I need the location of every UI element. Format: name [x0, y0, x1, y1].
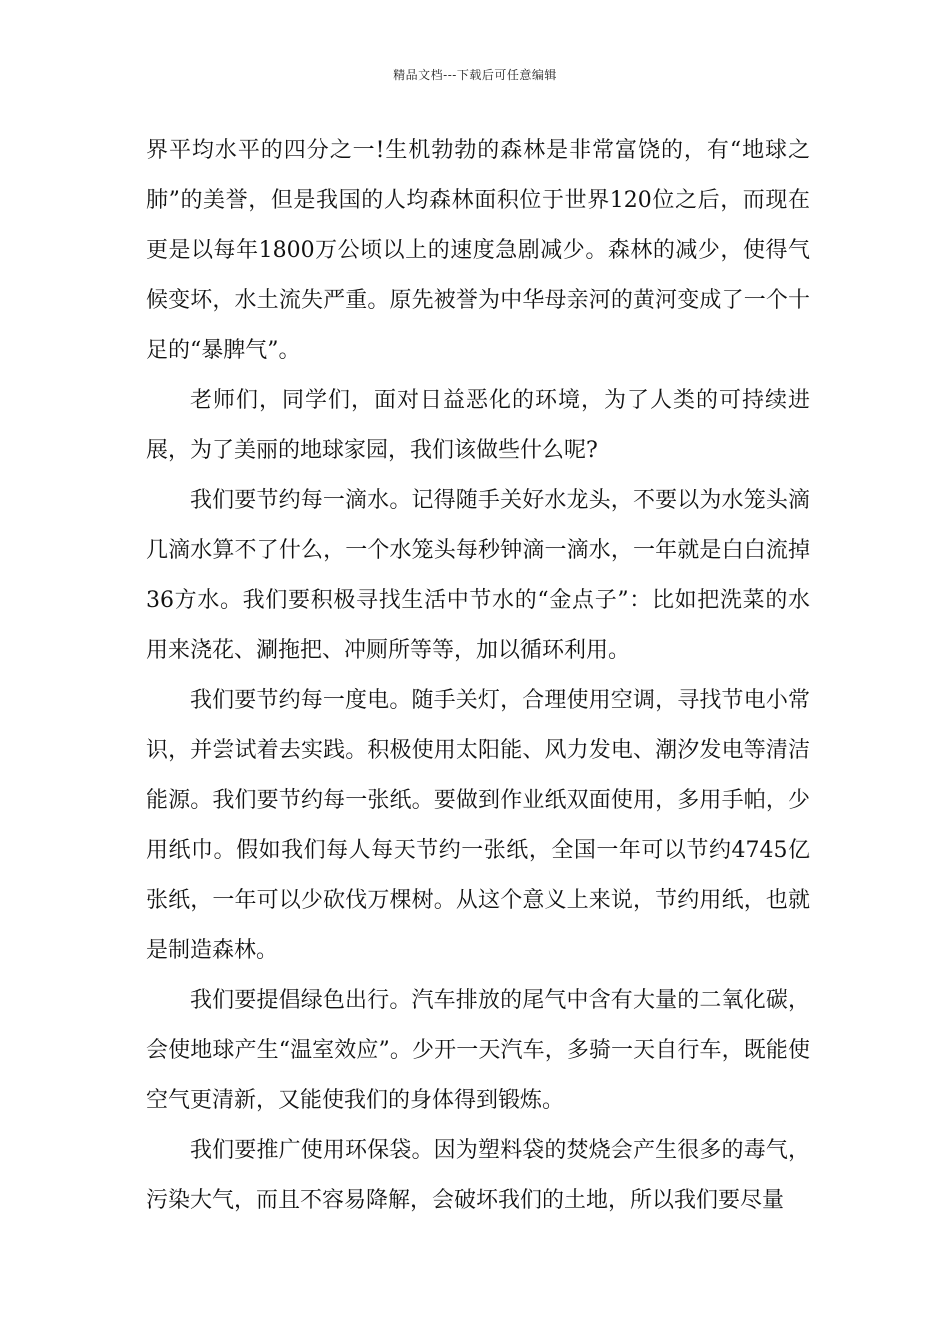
paragraph-3: 我们要节约每一滴水。记得随手关好水龙头，不要以为水笼头滴几滴水算不了什么，一个水笼头每秒钟滴一滴水，一年就是白白流掉36方水。我们要积极寻找生活中节水的“金点子”：比如把洗菜的水用来浇花、涮拖把、冲厕所等等，加以循环利用。 [146, 488, 810, 663]
page-header: 精品文档---下载后可任意编辑 [393, 68, 557, 82]
document-body [146, 126, 810, 1226]
paragraph-2: 老师们，同学们，面对日益恶化的环境，为了人类的可持续进展，为了美丽的地球家园，我们该做些什么呢? [146, 388, 810, 463]
paragraph-4: 我们要节约每一度电。随手关灯，合理使用空调，寻找节电小常识，并尝试着去实践。积极使用太阳能、风力发电、潮汐发电等清洁能源。我们要节约每一张纸。要做到作业纸双面使用，多用手帕，少用纸巾。假如我们每人每天节约一张纸，全国一年可以节约4745亿张纸，一年可以少砍伐万棵树。从这个意义上来说，节约用纸，也就是制造森林。 [146, 688, 810, 963]
paragraph-1: 界平均水平的四分之一!生机勃勃的森林是非常富饶的，有“地球之肺”的美誉，但是我国的人均森林面积位于世界120位之后，而现在更是以每年1800万公顷以上的速度急剧减少。森林的减少，使得气候变坏，水土流失严重。原先被誉为中华母亲河的黄河变成了一个十足的“暴脾气”。 [146, 138, 810, 363]
paragraph-6: 我们要推广使用环保袋。因为塑料袋的焚烧会产生很多的毒气，污染大气，而且不容易降解，会破坏我们的土地，所以我们要尽量 [146, 1138, 810, 1213]
paragraph-5: 我们要提倡绿色出行。汽车排放的尾气中含有大量的二氧化碳，会使地球产生“温室效应”。少开一天汽车，多骑一天自行车，既能使空气更清新，又能使我们的身体得到锻炼。 [146, 988, 810, 1113]
